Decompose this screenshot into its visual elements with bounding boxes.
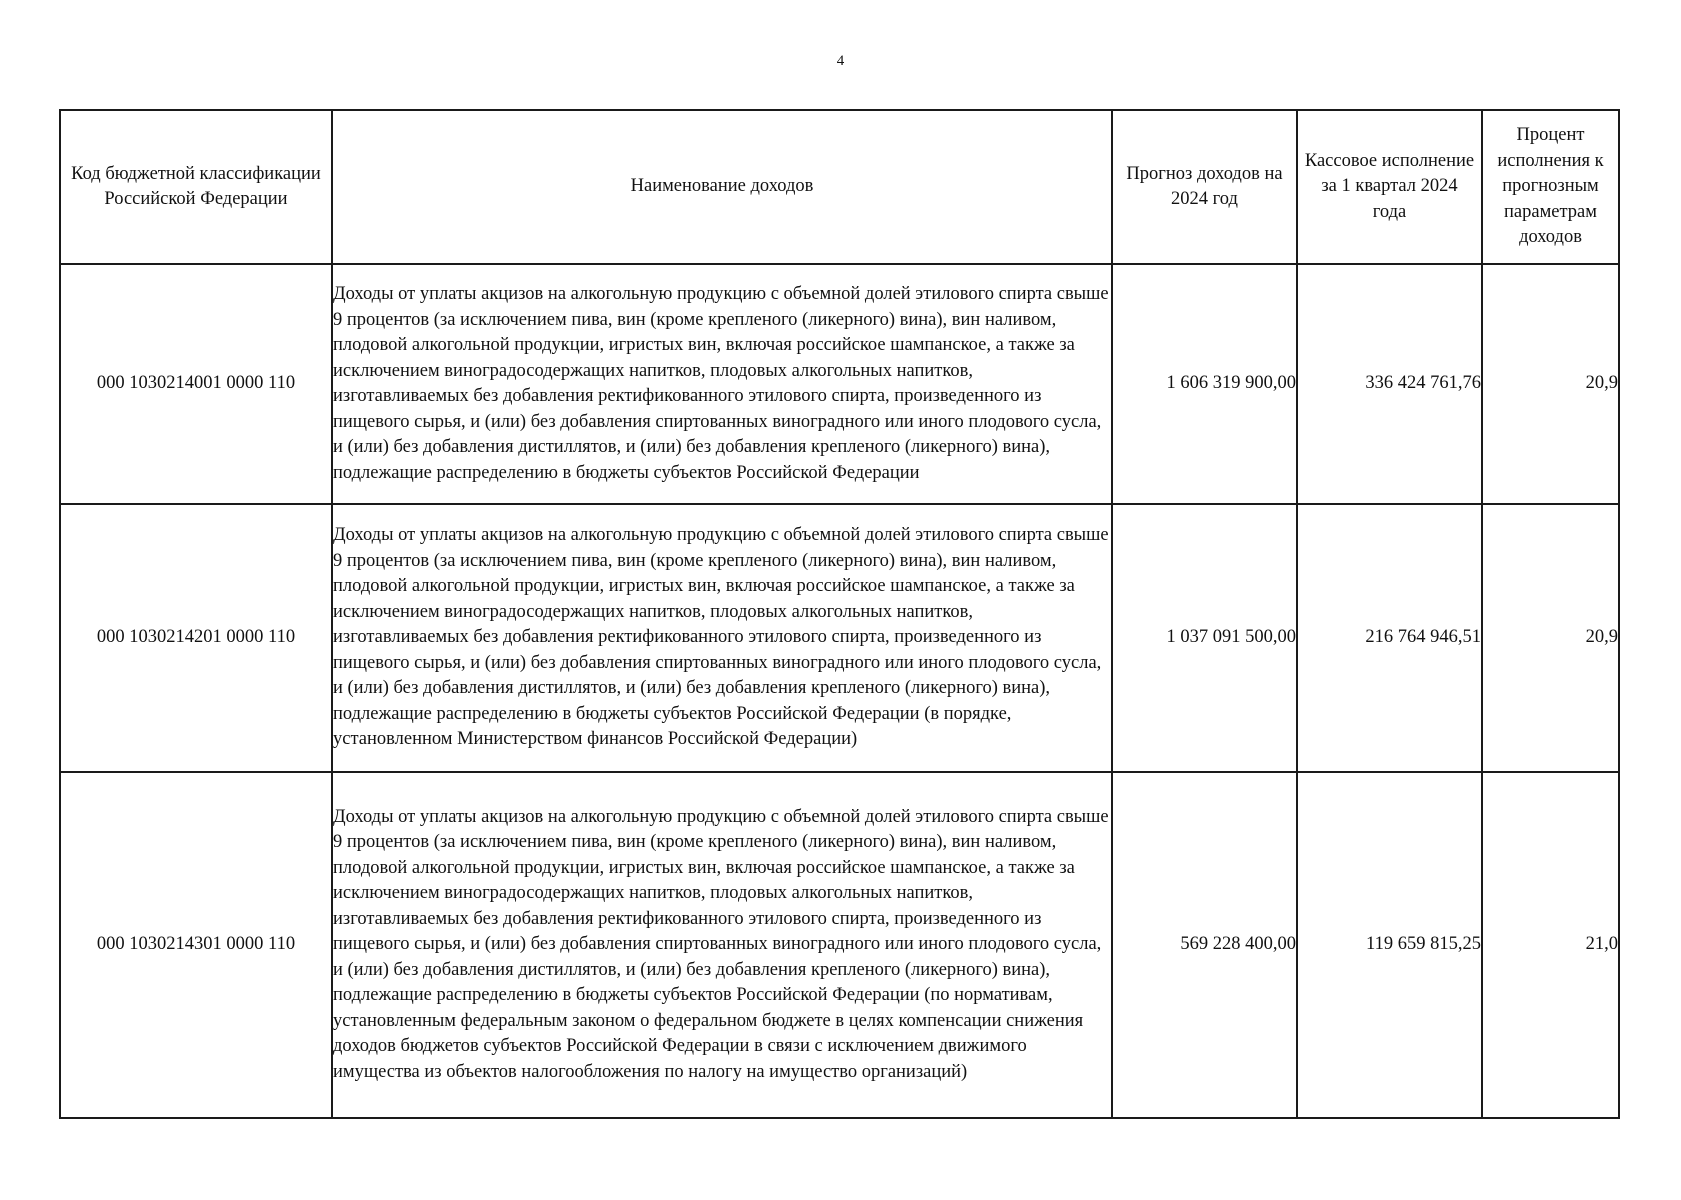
row-cash: 119 659 815,25	[1297, 772, 1482, 1118]
row-percent: 20,9	[1482, 264, 1619, 504]
row-cash: 336 424 761,76	[1297, 264, 1482, 504]
row-name: Доходы от уплаты акцизов на алкогольную продукцию с объемной долей этилового спирта свыше 9 процентов (за исключением пива, вин (кроме крепленого (ликерного) вина), вин наливом, плодовой алкогольной продукции, игристых вин, включая российское шампанское, а также за исключением виноградосодержащих напитков, плодовых алкогольных напитков, изготавливаемых без добавления ректификованного этилового спирта, произведенного из пищевого сырья, и (или) без добавления спиртованных виноградного или иного плодового сусла, и (или) без добавления дистиллятов, и (или) без добавления крепленого (ликерного) вина), подлежащие распределению в бюджеты субъектов Российской Федерации (в порядке, установленном Министерством финансов Российской Федерации)	[332, 504, 1112, 772]
header-cash: Кассовое исполнение за 1 квартал 2024 года	[1297, 110, 1482, 264]
income-table	[59, 109, 1620, 1119]
row-name: Доходы от уплаты акцизов на алкогольную продукцию с объемной долей этилового спирта свыше 9 процентов (за исключением пива, вин (кроме крепленого (ликерного) вина), вин наливом, плодовой алкогольной продукции, игристых вин, включая российское шампанское, а также за исключением виноградосодержащих напитков, плодовых алкогольных напитков, изготавливаемых без добавления ректификованного этилового спирта, произведенного из пищевого сырья, и (или) без добавления спиртованных виноградного или иного плодового сусла, и (или) без добавления дистиллятов, и (или) без добавления крепленого (ликерного) вина), подлежащие распределению в бюджеты субъектов Российской Федерации	[332, 264, 1112, 504]
row-percent: 21,0	[1482, 772, 1619, 1118]
row-forecast: 569 228 400,00	[1112, 772, 1297, 1118]
row-code: 000 1030214301 0000 110	[60, 772, 332, 1118]
table-row	[60, 504, 1619, 772]
header-code: Код бюджетной классификации Российской Федерации	[60, 110, 332, 264]
row-code: 000 1030214201 0000 110	[60, 504, 332, 772]
table-row	[60, 264, 1619, 504]
table-row	[60, 772, 1619, 1118]
row-name: Доходы от уплаты акцизов на алкогольную продукцию с объемной долей этилового спирта свыше 9 процентов (за исключением пива, вин (кроме крепленого (ликерного) вина), вин наливом, плодовой алкогольной продукции, игристых вин, включая российское шампанское, а также за исключением виноградосодержащих напитков, плодовых алкогольных напитков, изготавливаемых без добавления ректификованного этилового спирта, произведенного из пищевого сырья, и (или) без добавления спиртованных виноградного или иного плодового сусла, и (или) без добавления дистиллятов, и (или) без добавления крепленого (ликерного) вина), подлежащие распределению в бюджеты субъектов Российской Федерации (по нормативам, установленным федеральным законом о федеральном бюджете в целях компенсации снижения доходов бюджетов субъектов Российской Федерации в связи с исключением движимого имущества из объектов налогообложения по налогу на имущество организаций)	[332, 772, 1112, 1118]
row-forecast: 1 606 319 900,00	[1112, 264, 1297, 504]
header-forecast: Прогноз доходов на 2024 год	[1112, 110, 1297, 264]
row-code: 000 1030214001 0000 110	[60, 264, 332, 504]
header-percent: Процент исполнения к прогнозным параметрам доходов	[1482, 110, 1619, 264]
page-number: 4	[836, 53, 845, 69]
row-forecast: 1 037 091 500,00	[1112, 504, 1297, 772]
row-percent: 20,9	[1482, 504, 1619, 772]
row-cash: 216 764 946,51	[1297, 504, 1482, 772]
table-header-row	[60, 110, 1619, 264]
header-name: Наименование доходов	[332, 110, 1112, 264]
